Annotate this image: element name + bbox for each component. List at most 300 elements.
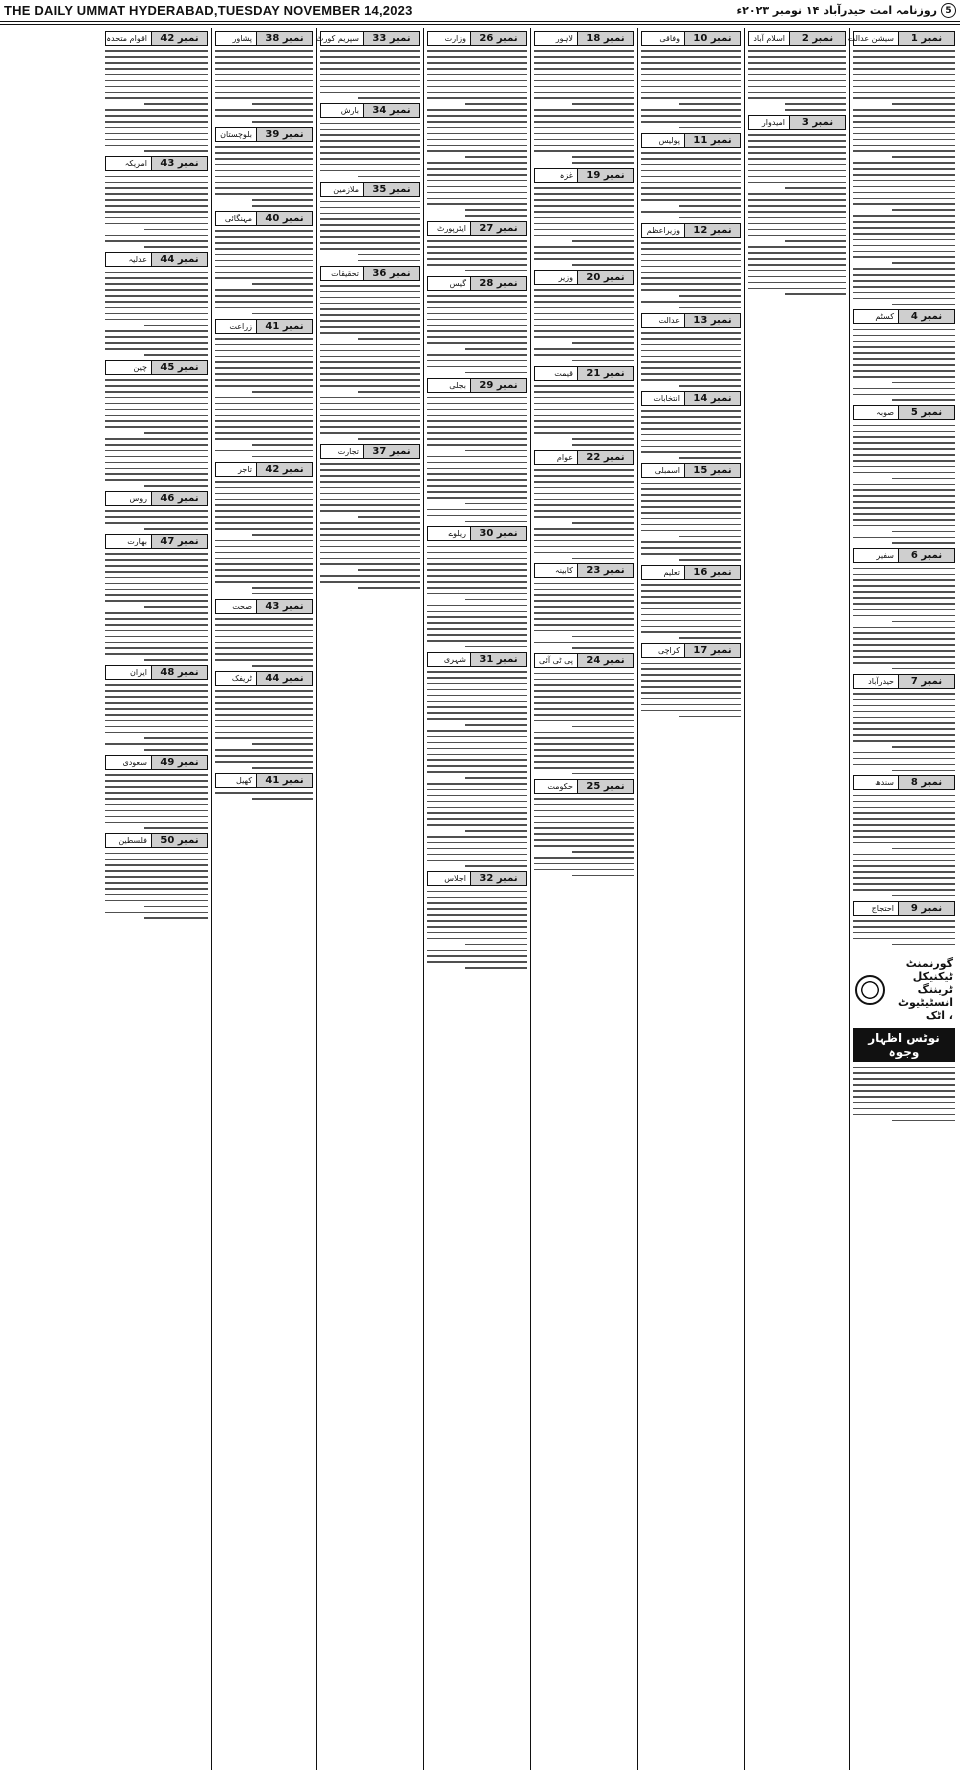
text-line bbox=[641, 266, 741, 268]
section-topic: انتخابات bbox=[653, 393, 680, 403]
section-number: نمبر 31 bbox=[470, 653, 526, 666]
text-line bbox=[105, 426, 208, 428]
text-line bbox=[427, 634, 527, 636]
english-masthead-title: THE DAILY UMMAT HYDERABAD,TUESDAY NOVEMBER 14,2023 bbox=[4, 3, 413, 18]
text-line bbox=[853, 1084, 955, 1086]
section-number: نمبر 23 bbox=[577, 564, 633, 577]
text-line bbox=[427, 203, 527, 205]
section-number: نمبر 44 bbox=[151, 253, 207, 266]
text-line bbox=[252, 199, 313, 201]
text-line bbox=[215, 450, 313, 452]
text-line bbox=[892, 209, 955, 211]
text-line bbox=[215, 755, 313, 757]
text-line bbox=[641, 422, 741, 424]
article-text bbox=[320, 463, 420, 588]
text-line bbox=[252, 534, 313, 536]
text-line bbox=[320, 285, 420, 287]
text-line bbox=[215, 792, 313, 794]
text-line bbox=[105, 199, 208, 201]
text-line bbox=[641, 367, 741, 369]
text-line bbox=[105, 92, 208, 94]
text-line bbox=[534, 295, 634, 297]
text-line bbox=[853, 926, 955, 928]
text-line bbox=[215, 373, 313, 375]
text-line bbox=[320, 581, 420, 583]
section-header bbox=[641, 313, 741, 328]
section-header bbox=[105, 833, 208, 848]
section-topic: سفیر bbox=[876, 551, 894, 561]
text-line bbox=[748, 170, 846, 172]
section-header bbox=[641, 133, 741, 148]
text-line bbox=[320, 50, 420, 52]
text-line bbox=[358, 97, 420, 99]
text-line bbox=[252, 587, 313, 589]
text-line bbox=[853, 86, 955, 88]
section-header bbox=[105, 534, 208, 549]
text-line bbox=[465, 209, 527, 211]
section-header bbox=[534, 779, 634, 794]
text-line bbox=[748, 68, 846, 70]
text-line bbox=[427, 456, 527, 458]
text-line bbox=[853, 245, 955, 247]
text-line bbox=[853, 1067, 955, 1069]
text-line bbox=[853, 717, 955, 719]
text-line bbox=[572, 558, 634, 560]
text-line bbox=[534, 732, 634, 734]
text-line bbox=[215, 74, 313, 76]
text-line bbox=[215, 397, 313, 399]
text-line bbox=[853, 938, 955, 940]
article-text bbox=[215, 792, 313, 799]
section-number: نمبر 12 bbox=[684, 224, 740, 237]
text-line bbox=[853, 1090, 955, 1092]
article-text bbox=[105, 684, 208, 750]
text-line bbox=[465, 521, 527, 523]
section-number: نمبر 43 bbox=[151, 157, 207, 170]
section-number: نمبر 15 bbox=[684, 464, 740, 477]
article-text bbox=[427, 671, 527, 867]
text-line bbox=[427, 897, 527, 899]
text-line bbox=[215, 653, 313, 655]
text-line bbox=[679, 307, 741, 309]
text-line bbox=[320, 463, 420, 465]
text-line bbox=[534, 869, 634, 871]
text-line bbox=[641, 541, 741, 543]
text-line bbox=[215, 62, 313, 64]
section-header bbox=[534, 563, 634, 578]
text-line bbox=[215, 558, 313, 560]
text-line bbox=[358, 516, 420, 518]
text-line bbox=[748, 264, 846, 266]
text-line bbox=[534, 589, 634, 591]
text-line bbox=[572, 240, 634, 242]
text-line bbox=[427, 325, 527, 327]
section-topic: اجلاس bbox=[444, 874, 466, 884]
text-line bbox=[358, 587, 420, 589]
text-line bbox=[320, 56, 420, 58]
text-line bbox=[853, 501, 955, 503]
text-line bbox=[748, 146, 846, 148]
text-line bbox=[105, 732, 208, 734]
text-line bbox=[215, 563, 313, 565]
text-line bbox=[853, 615, 955, 617]
text-line bbox=[534, 415, 634, 417]
section-topic: حیدرآباد bbox=[868, 676, 894, 686]
text-line bbox=[853, 358, 955, 360]
text-line bbox=[320, 361, 420, 363]
section-number: نمبر 19 bbox=[577, 169, 633, 182]
text-line bbox=[320, 74, 420, 76]
text-line bbox=[534, 420, 634, 422]
text-line bbox=[853, 239, 955, 241]
section-number: نمبر 50 bbox=[151, 834, 207, 847]
text-line bbox=[215, 708, 313, 710]
text-line bbox=[320, 481, 420, 483]
section-number: نمبر 27 bbox=[470, 222, 526, 235]
text-line bbox=[534, 708, 634, 710]
text-line bbox=[105, 193, 208, 195]
text-line bbox=[853, 650, 955, 652]
text-line bbox=[853, 80, 955, 82]
text-line bbox=[534, 325, 634, 327]
text-line bbox=[572, 773, 634, 775]
text-line bbox=[215, 415, 313, 417]
text-line bbox=[427, 854, 527, 856]
text-line bbox=[534, 504, 634, 506]
text-line bbox=[534, 827, 634, 829]
text-line bbox=[427, 569, 527, 571]
text-line bbox=[748, 140, 846, 142]
text-line bbox=[641, 668, 741, 670]
article-text bbox=[641, 483, 741, 561]
text-line bbox=[320, 397, 420, 399]
text-line bbox=[853, 268, 955, 270]
text-line bbox=[534, 534, 634, 536]
text-line bbox=[215, 403, 313, 405]
text-line bbox=[534, 594, 634, 596]
text-line bbox=[320, 92, 420, 94]
section-header bbox=[215, 319, 313, 334]
text-line bbox=[853, 150, 955, 152]
text-line bbox=[105, 80, 208, 82]
text-line bbox=[534, 845, 634, 847]
text-line bbox=[641, 158, 741, 160]
section-topic: تحقیقات bbox=[331, 268, 359, 278]
text-line bbox=[105, 420, 208, 422]
text-line bbox=[320, 432, 420, 434]
text-line bbox=[748, 193, 846, 195]
text-line bbox=[641, 283, 741, 285]
text-line bbox=[320, 158, 420, 160]
section-header bbox=[853, 674, 955, 689]
text-line bbox=[427, 366, 527, 368]
text-line bbox=[853, 56, 955, 58]
text-line bbox=[465, 348, 527, 350]
text-line bbox=[641, 518, 741, 520]
text-line bbox=[427, 575, 527, 577]
text-line bbox=[215, 350, 313, 352]
notice-body bbox=[853, 1067, 955, 1122]
text-line bbox=[105, 391, 208, 393]
text-line bbox=[105, 859, 208, 861]
government-seal-icon bbox=[855, 975, 885, 1005]
text-line bbox=[534, 211, 634, 213]
section-topic: ملازمین bbox=[333, 184, 359, 194]
text-line bbox=[427, 86, 527, 88]
text-line bbox=[320, 487, 420, 489]
section-header bbox=[853, 309, 955, 324]
text-line bbox=[105, 139, 208, 141]
section-number: نمبر 38 bbox=[256, 32, 312, 45]
text-line bbox=[534, 145, 634, 147]
section-header bbox=[427, 276, 527, 291]
section-topic: بھارت bbox=[127, 536, 147, 546]
section-header bbox=[105, 156, 208, 171]
text-line bbox=[465, 777, 527, 779]
section-header bbox=[215, 211, 313, 226]
text-line bbox=[892, 542, 955, 544]
text-line bbox=[641, 483, 741, 485]
section-number: نمبر 48 bbox=[151, 666, 207, 679]
article-text bbox=[320, 50, 420, 99]
text-line bbox=[320, 379, 420, 381]
text-line bbox=[641, 506, 741, 508]
text-line bbox=[105, 696, 208, 698]
text-line bbox=[144, 606, 208, 608]
section-number: نمبر 4 bbox=[898, 310, 954, 323]
text-line bbox=[105, 319, 208, 321]
text-line bbox=[427, 765, 527, 767]
text-line bbox=[215, 546, 313, 548]
text-line bbox=[892, 103, 955, 105]
text-line bbox=[427, 622, 527, 624]
text-line bbox=[892, 262, 955, 264]
section-topic: اسلام آباد bbox=[753, 34, 785, 43]
text-line bbox=[105, 612, 208, 614]
text-line bbox=[215, 493, 313, 495]
article-text bbox=[427, 50, 527, 217]
text-line bbox=[572, 360, 634, 362]
text-line bbox=[215, 516, 313, 518]
section-number: نمبر 49 bbox=[151, 756, 207, 769]
text-line bbox=[641, 602, 741, 604]
text-line bbox=[105, 456, 208, 458]
text-line bbox=[641, 584, 741, 586]
text-line bbox=[641, 254, 741, 256]
text-line bbox=[853, 454, 955, 456]
text-line bbox=[853, 591, 955, 593]
text-line bbox=[427, 605, 527, 607]
text-line bbox=[427, 97, 527, 99]
text-line bbox=[748, 211, 846, 213]
text-line bbox=[641, 187, 741, 189]
news-column-4 bbox=[530, 28, 637, 1770]
text-line bbox=[320, 420, 420, 422]
article-text bbox=[534, 187, 634, 265]
text-line bbox=[215, 277, 313, 279]
section-topic: پشاور bbox=[232, 34, 252, 43]
text-line bbox=[853, 632, 955, 634]
text-line bbox=[853, 644, 955, 646]
urdu-masthead bbox=[737, 3, 956, 18]
text-line bbox=[572, 103, 634, 105]
text-line bbox=[572, 438, 634, 440]
text-line bbox=[853, 513, 955, 515]
text-line bbox=[105, 516, 208, 518]
text-line bbox=[320, 297, 420, 299]
article-text bbox=[853, 425, 955, 544]
text-line bbox=[105, 853, 208, 855]
article-text bbox=[105, 176, 208, 248]
text-line bbox=[427, 109, 527, 111]
text-line bbox=[534, 469, 634, 471]
text-line bbox=[105, 726, 208, 728]
section-header bbox=[641, 391, 741, 406]
article-text bbox=[105, 510, 208, 529]
text-line bbox=[252, 205, 313, 207]
text-line bbox=[892, 668, 955, 670]
text-line bbox=[427, 789, 527, 791]
text-line bbox=[534, 516, 634, 518]
text-line bbox=[641, 332, 741, 334]
text-line bbox=[853, 932, 955, 934]
section-number: نمبر 6 bbox=[898, 549, 954, 562]
text-line bbox=[465, 599, 527, 601]
text-line bbox=[572, 342, 634, 344]
text-line bbox=[427, 920, 527, 922]
text-line bbox=[320, 123, 420, 125]
text-line bbox=[215, 115, 313, 117]
section-number: نمبر 9 bbox=[898, 902, 954, 915]
text-line bbox=[853, 425, 955, 427]
text-line bbox=[641, 260, 741, 262]
section-number: نمبر 41 bbox=[256, 320, 312, 333]
article-text bbox=[641, 410, 741, 459]
text-line bbox=[320, 563, 420, 565]
text-line bbox=[215, 248, 313, 250]
text-line bbox=[105, 468, 208, 470]
text-line bbox=[427, 462, 527, 464]
text-line bbox=[748, 288, 846, 290]
text-line bbox=[215, 647, 313, 649]
text-line bbox=[320, 68, 420, 70]
text-line bbox=[105, 577, 208, 579]
text-line bbox=[641, 620, 741, 622]
text-line bbox=[641, 614, 741, 616]
text-line bbox=[641, 590, 741, 592]
section-topic: سندھ bbox=[875, 778, 894, 788]
text-line bbox=[215, 344, 313, 346]
text-line bbox=[641, 338, 741, 340]
section-topic: مہنگائی bbox=[224, 213, 252, 223]
text-line bbox=[853, 693, 955, 695]
text-line bbox=[215, 732, 313, 734]
news-column-1 bbox=[849, 28, 958, 1770]
article-text bbox=[215, 50, 313, 122]
text-line bbox=[427, 252, 527, 254]
text-line bbox=[853, 256, 955, 258]
text-line bbox=[427, 689, 527, 691]
text-line bbox=[534, 205, 634, 207]
text-line bbox=[534, 139, 634, 141]
section-topic: کسٹم bbox=[875, 312, 894, 322]
article-text bbox=[105, 774, 208, 829]
article-text bbox=[853, 329, 955, 401]
text-line bbox=[853, 274, 955, 276]
text-line bbox=[358, 438, 420, 440]
text-line bbox=[215, 487, 313, 489]
text-line bbox=[105, 68, 208, 70]
text-line bbox=[320, 528, 420, 530]
text-line bbox=[853, 442, 955, 444]
text-line bbox=[465, 450, 527, 452]
section-number: نمبر 7 bbox=[898, 675, 954, 688]
text-line bbox=[853, 92, 955, 94]
text-line bbox=[641, 115, 741, 117]
text-line bbox=[215, 236, 313, 238]
text-line bbox=[641, 248, 741, 250]
text-line bbox=[427, 587, 527, 589]
text-line bbox=[427, 258, 527, 260]
text-line bbox=[641, 596, 741, 598]
text-line bbox=[534, 624, 634, 626]
text-line bbox=[215, 266, 313, 268]
text-line bbox=[853, 722, 955, 724]
text-line bbox=[785, 240, 846, 242]
text-line bbox=[144, 659, 208, 661]
text-line bbox=[853, 574, 955, 576]
text-line bbox=[534, 606, 634, 608]
text-line bbox=[215, 642, 313, 644]
text-line bbox=[892, 304, 955, 306]
text-line bbox=[427, 409, 527, 411]
text-line bbox=[215, 499, 313, 501]
text-line bbox=[144, 354, 208, 356]
text-line bbox=[572, 162, 634, 164]
text-line bbox=[748, 86, 846, 88]
text-line bbox=[534, 199, 634, 201]
text-line bbox=[892, 848, 955, 850]
text-line bbox=[320, 80, 420, 82]
text-line bbox=[215, 289, 313, 291]
text-line bbox=[853, 699, 955, 701]
section-header bbox=[534, 366, 634, 381]
section-number: نمبر 21 bbox=[577, 367, 633, 380]
text-line bbox=[853, 830, 955, 832]
text-line bbox=[853, 298, 955, 300]
text-line bbox=[252, 743, 313, 745]
text-line bbox=[105, 336, 208, 338]
text-line bbox=[320, 230, 420, 232]
text-line bbox=[853, 807, 955, 809]
text-line bbox=[853, 495, 955, 497]
article-text bbox=[534, 798, 634, 876]
section-topic: غزہ bbox=[559, 171, 573, 181]
section-number: نمبر 8 bbox=[898, 776, 954, 789]
text-line bbox=[853, 186, 955, 188]
text-line bbox=[105, 56, 208, 58]
text-line bbox=[105, 272, 208, 274]
text-line bbox=[853, 1096, 955, 1098]
text-line bbox=[534, 714, 634, 716]
section-number: نمبر 47 bbox=[151, 535, 207, 548]
text-line bbox=[105, 816, 208, 818]
text-line bbox=[215, 361, 313, 363]
section-number: نمبر 39 bbox=[256, 128, 312, 141]
text-line bbox=[785, 187, 846, 189]
text-line bbox=[215, 230, 313, 232]
page-number-badge: 5 bbox=[941, 3, 956, 18]
